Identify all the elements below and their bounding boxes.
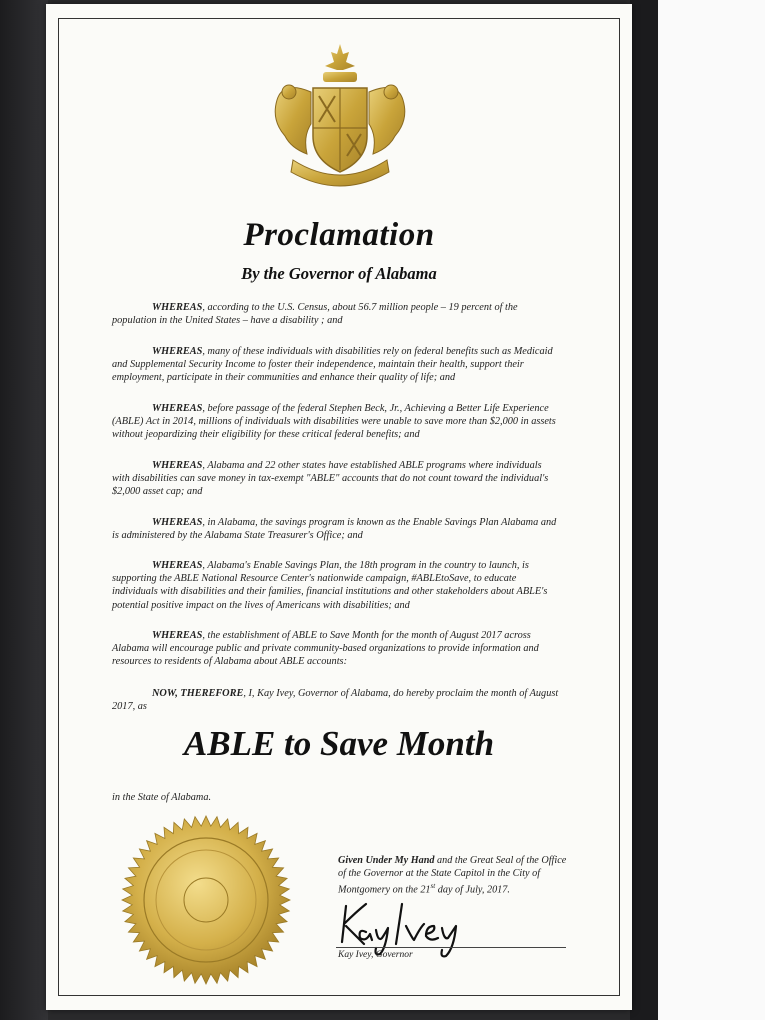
whereas-paragraph — [112, 559, 560, 612]
paragraph-lead: WHEREAS — [152, 403, 203, 414]
whereas-paragraph — [112, 345, 560, 385]
paragraph-lead: WHEREAS — [152, 346, 203, 357]
paragraph-lead: WHEREAS — [152, 517, 203, 528]
proclamation-document — [46, 4, 632, 1010]
gold-seal-icon — [120, 814, 292, 986]
whereas-paragraph — [112, 402, 560, 442]
paragraph-text: , Alabama's Enable Savings Plan, the 18th program in the country to launch, is supporting the ABLE National Resource Center's nationwide campaign, #ABLEtoSave, to educate individuals with disabilities and their families, financial institutions and other stakeholders about ABLE's potential positive impact on the lives of Americans with disabilities; and — [112, 560, 548, 611]
signer-name: Kay Ivey, Governor — [338, 950, 413, 960]
state-line: in the State of Alabama. — [112, 792, 212, 803]
proclaimed-month-title: ABLE to Save Month — [183, 724, 495, 763]
background-shadow — [0, 0, 48, 1020]
document-subtitle: By the Governor of Alabama — [241, 264, 437, 283]
signature-line — [336, 947, 566, 948]
paragraph-text: , I, Kay Ivey, Governor of Alabama, do hereby proclaim the month of August 2017, as — [112, 688, 559, 713]
paragraph-text: , before passage of the federal Stephen Beck, Jr., Achieving a Better Life Experience (ABLE) Act in 2014, millions of individuals with disabilities were unable to save more than $2,000 in assets without jeopardizing their eligibility for these critical federal benefits; and — [112, 403, 556, 441]
paragraph-lead: WHEREAS — [152, 560, 203, 571]
paragraph-lead: NOW, THEREFORE — [152, 688, 244, 699]
paragraph-text: , Alabama and 22 other states have established ABLE programs where individuals with disabilities can save money in tax-exempt "ABLE" accounts that do not count toward the individual's $2,000 asset cap; and — [112, 460, 549, 498]
paragraph-lead: WHEREAS — [152, 630, 203, 641]
proclaim-paragraph — [112, 687, 560, 713]
background-edge — [658, 0, 765, 1020]
given-text: and the Great Seal of the Office of the Governor at the State Capitol in the City of Montgomery on the 21 — [338, 855, 567, 896]
paragraph-text: , the establishment of ABLE to Save Month for the month of August 2017 across Alabama will encourage public and private community-based organizations to provide information and resources to residents of Alabama about ABLE accounts: — [112, 630, 539, 668]
paragraph-lead: WHEREAS — [152, 302, 203, 313]
paragraph-lead: WHEREAS — [152, 460, 203, 471]
given-under-hand-text — [338, 854, 568, 897]
whereas-paragraph — [112, 629, 560, 669]
given-lead: Given Under My Hand — [338, 855, 435, 866]
whereas-paragraph — [112, 301, 560, 327]
given-text-end: day of July, 2017. — [435, 884, 510, 896]
document-title: Proclamation — [243, 217, 435, 253]
given-sup: st — [430, 882, 436, 891]
paragraph-text: , according to the U.S. Census, about 56.7 million people – 19 percent of the population in the United States – have a disability ; and — [112, 302, 518, 327]
paragraph-text: , many of these individuals with disabilities rely on federal benefits such as Medicaid and Supplemental Security Income to foster their independence, maintain their health, support their employment, participate in their communities and enhance their quality of life; and — [112, 346, 553, 384]
paragraph-text: , in Alabama, the savings program is known as the Enable Savings Plan Alabama and is administered by the Alabama State Treasurer's Office; and — [112, 517, 557, 542]
alabama-coat-of-arms-icon — [263, 40, 418, 200]
whereas-paragraph — [112, 459, 560, 499]
whereas-paragraph — [112, 516, 560, 542]
